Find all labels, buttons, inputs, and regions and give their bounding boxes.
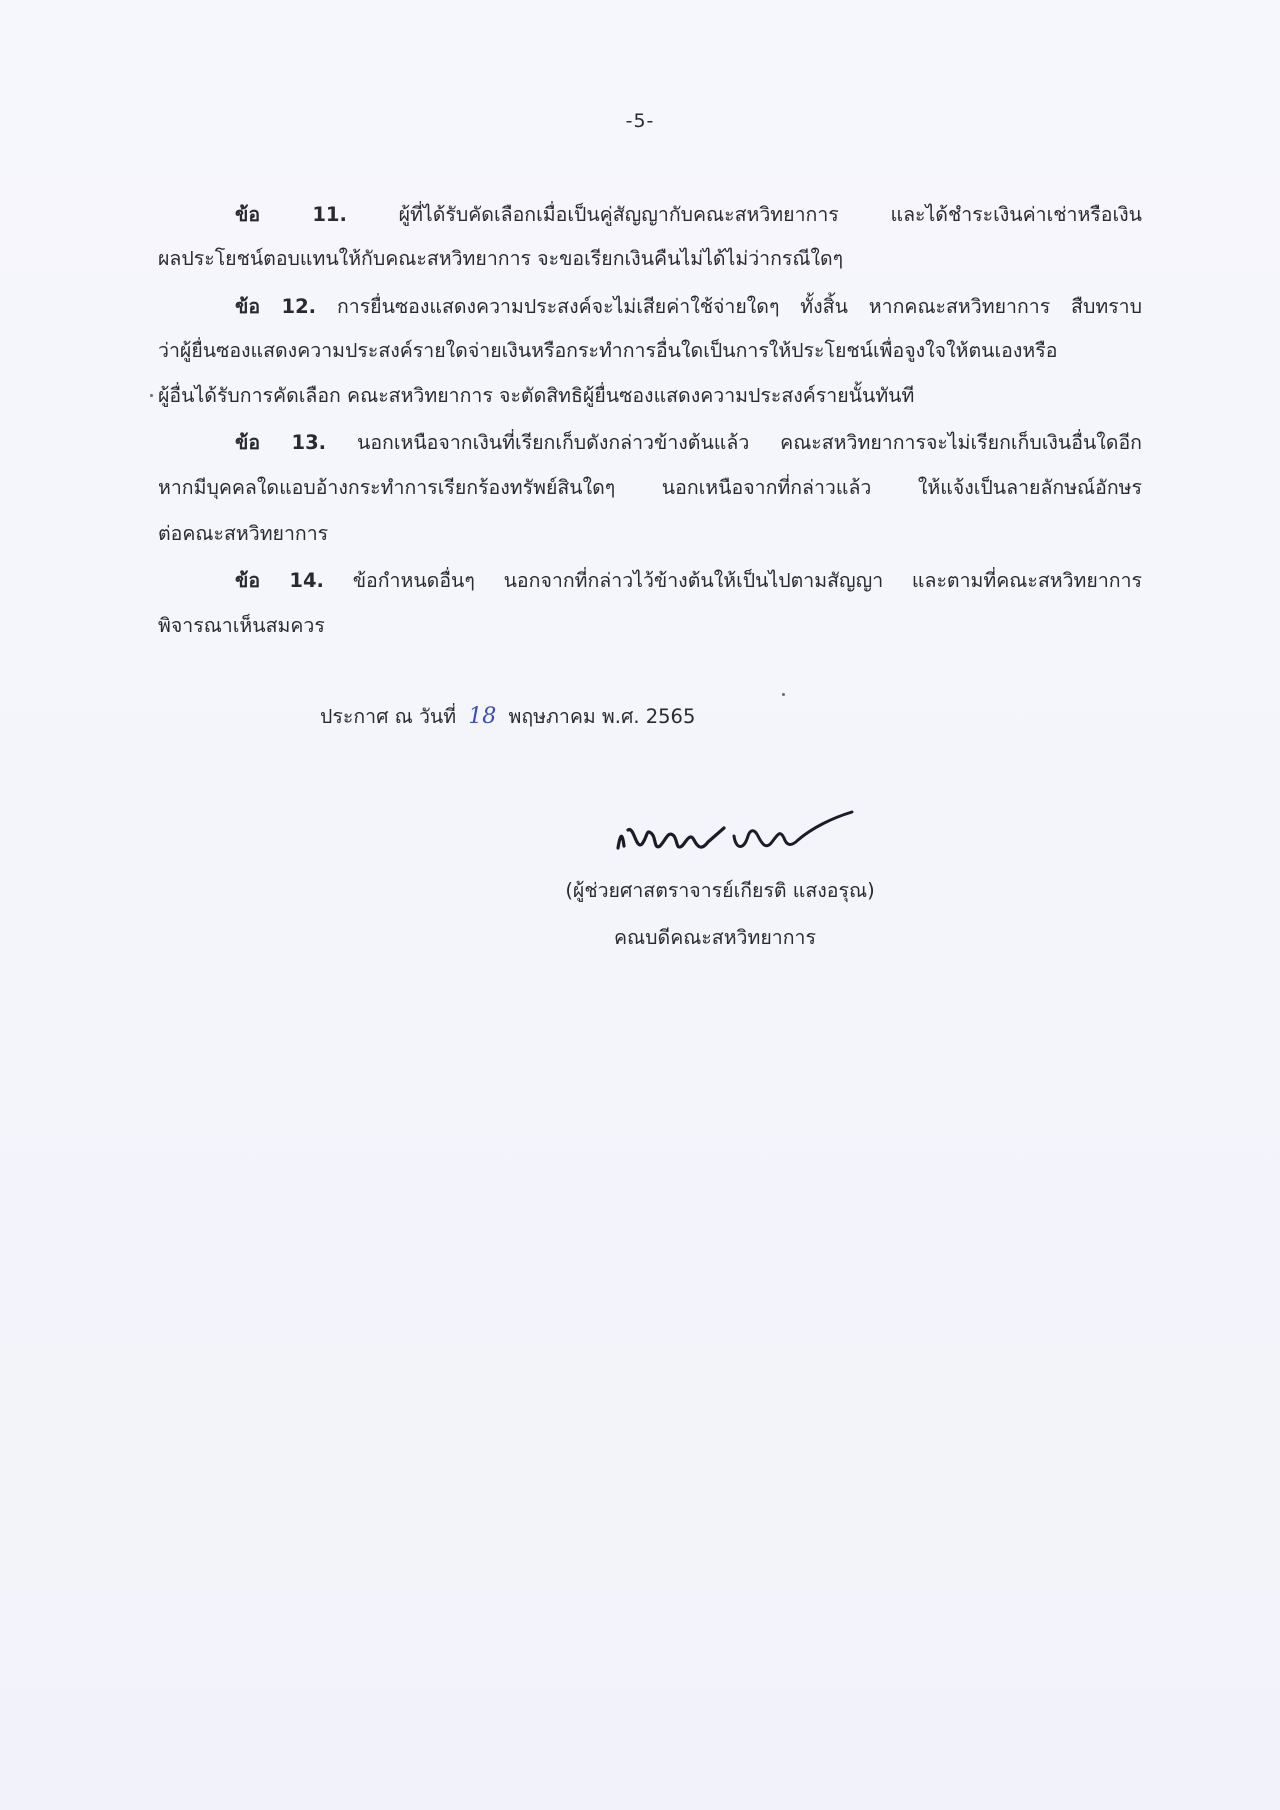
scan-speck [782,693,785,696]
announcement-date [320,703,695,731]
signer-name: (ผู้ช่วยศาสตราจารย์เกียรติ แสงอรุณ) [565,879,875,902]
clause-11-label: ข้อ 11. [235,203,347,226]
handwritten-signature [612,806,862,862]
scan-speck [150,394,153,397]
clause-14-label: ข้อ 14. [235,569,324,592]
clause-13-line: หากมีบุคคลใดแอบอ้างกระทำการเรียกร้องทรัพย์สินใดๆ นอกเหนือจากที่กล่าวแล้ว ให้แจ้งเป็นลายลักษณ์อักษร [158,476,1142,499]
announcement-prefix: ประกาศ ณ วันที่ [320,705,457,728]
clause-12-line: ผู้อื่นได้รับการคัดเลือก คณะสหวิทยาการ จะตัดสิทธิผู้ยื่นซองแสดงความประสงค์รายนั้นทันที [158,384,915,407]
clause-12-line: ว่าผู้ยื่นซองแสดงความประสงค์รายใดจ่ายเงินหรือกระทำการอื่นใดเป็นการให้ประโยชน์เพื่อจูงใจให้ตนเองหรือ [158,339,1058,362]
clause-13-first-line [235,429,1142,457]
clause-11-first-line [235,201,1142,229]
clause-14-line: พิจารณาเห็นสมควร [158,614,325,637]
clause-14-first-line [235,567,1142,595]
clause-13-line: ต่อคณะสหวิทยาการ [158,522,329,545]
announcement-day: 18 [468,704,497,729]
clause-14-text: ข้อกำหนดอื่นๆ นอกจากที่กล่าวไว้ข้างต้นให้เป็นไปตามสัญญา และตามที่คณะสหวิทยาการ [352,569,1143,592]
signer-position: คณบดีคณะสหวิทยาการ [614,926,816,949]
clause-13-text: นอกเหนือจากเงินที่เรียกเก็บดังกล่าวข้างต้นแล้ว คณะสหวิทยาการจะไม่เรียกเก็บเงินอื่นใดอีก [356,431,1142,454]
page-number: -5- [625,110,655,132]
announcement-suffix: พฤษภาคม พ.ศ. 2565 [508,705,696,728]
clause-12-first-line [235,293,1142,321]
clause-12-label: ข้อ 12. [235,295,317,318]
clause-12-text: การยื่นซองแสดงความประสงค์จะไม่เสียค่าใช้จ่ายใดๆ ทั้งสิ้น หากคณะสหวิทยาการ สืบทราบ [336,295,1142,318]
clause-11-line: ผลประโยชน์ตอบแทนให้กับคณะสหวิทยาการ จะขอเรียกเงินคืนไม่ได้ไม่ว่ากรณีใดๆ [158,247,844,270]
clause-13-label: ข้อ 13. [235,431,327,454]
clause-11-text: ผู้ที่ได้รับคัดเลือกเมื่อเป็นคู่สัญญากับคณะสหวิทยาการ และได้ชำระเงินค่าเช่าหรือเงิน [398,203,1143,226]
